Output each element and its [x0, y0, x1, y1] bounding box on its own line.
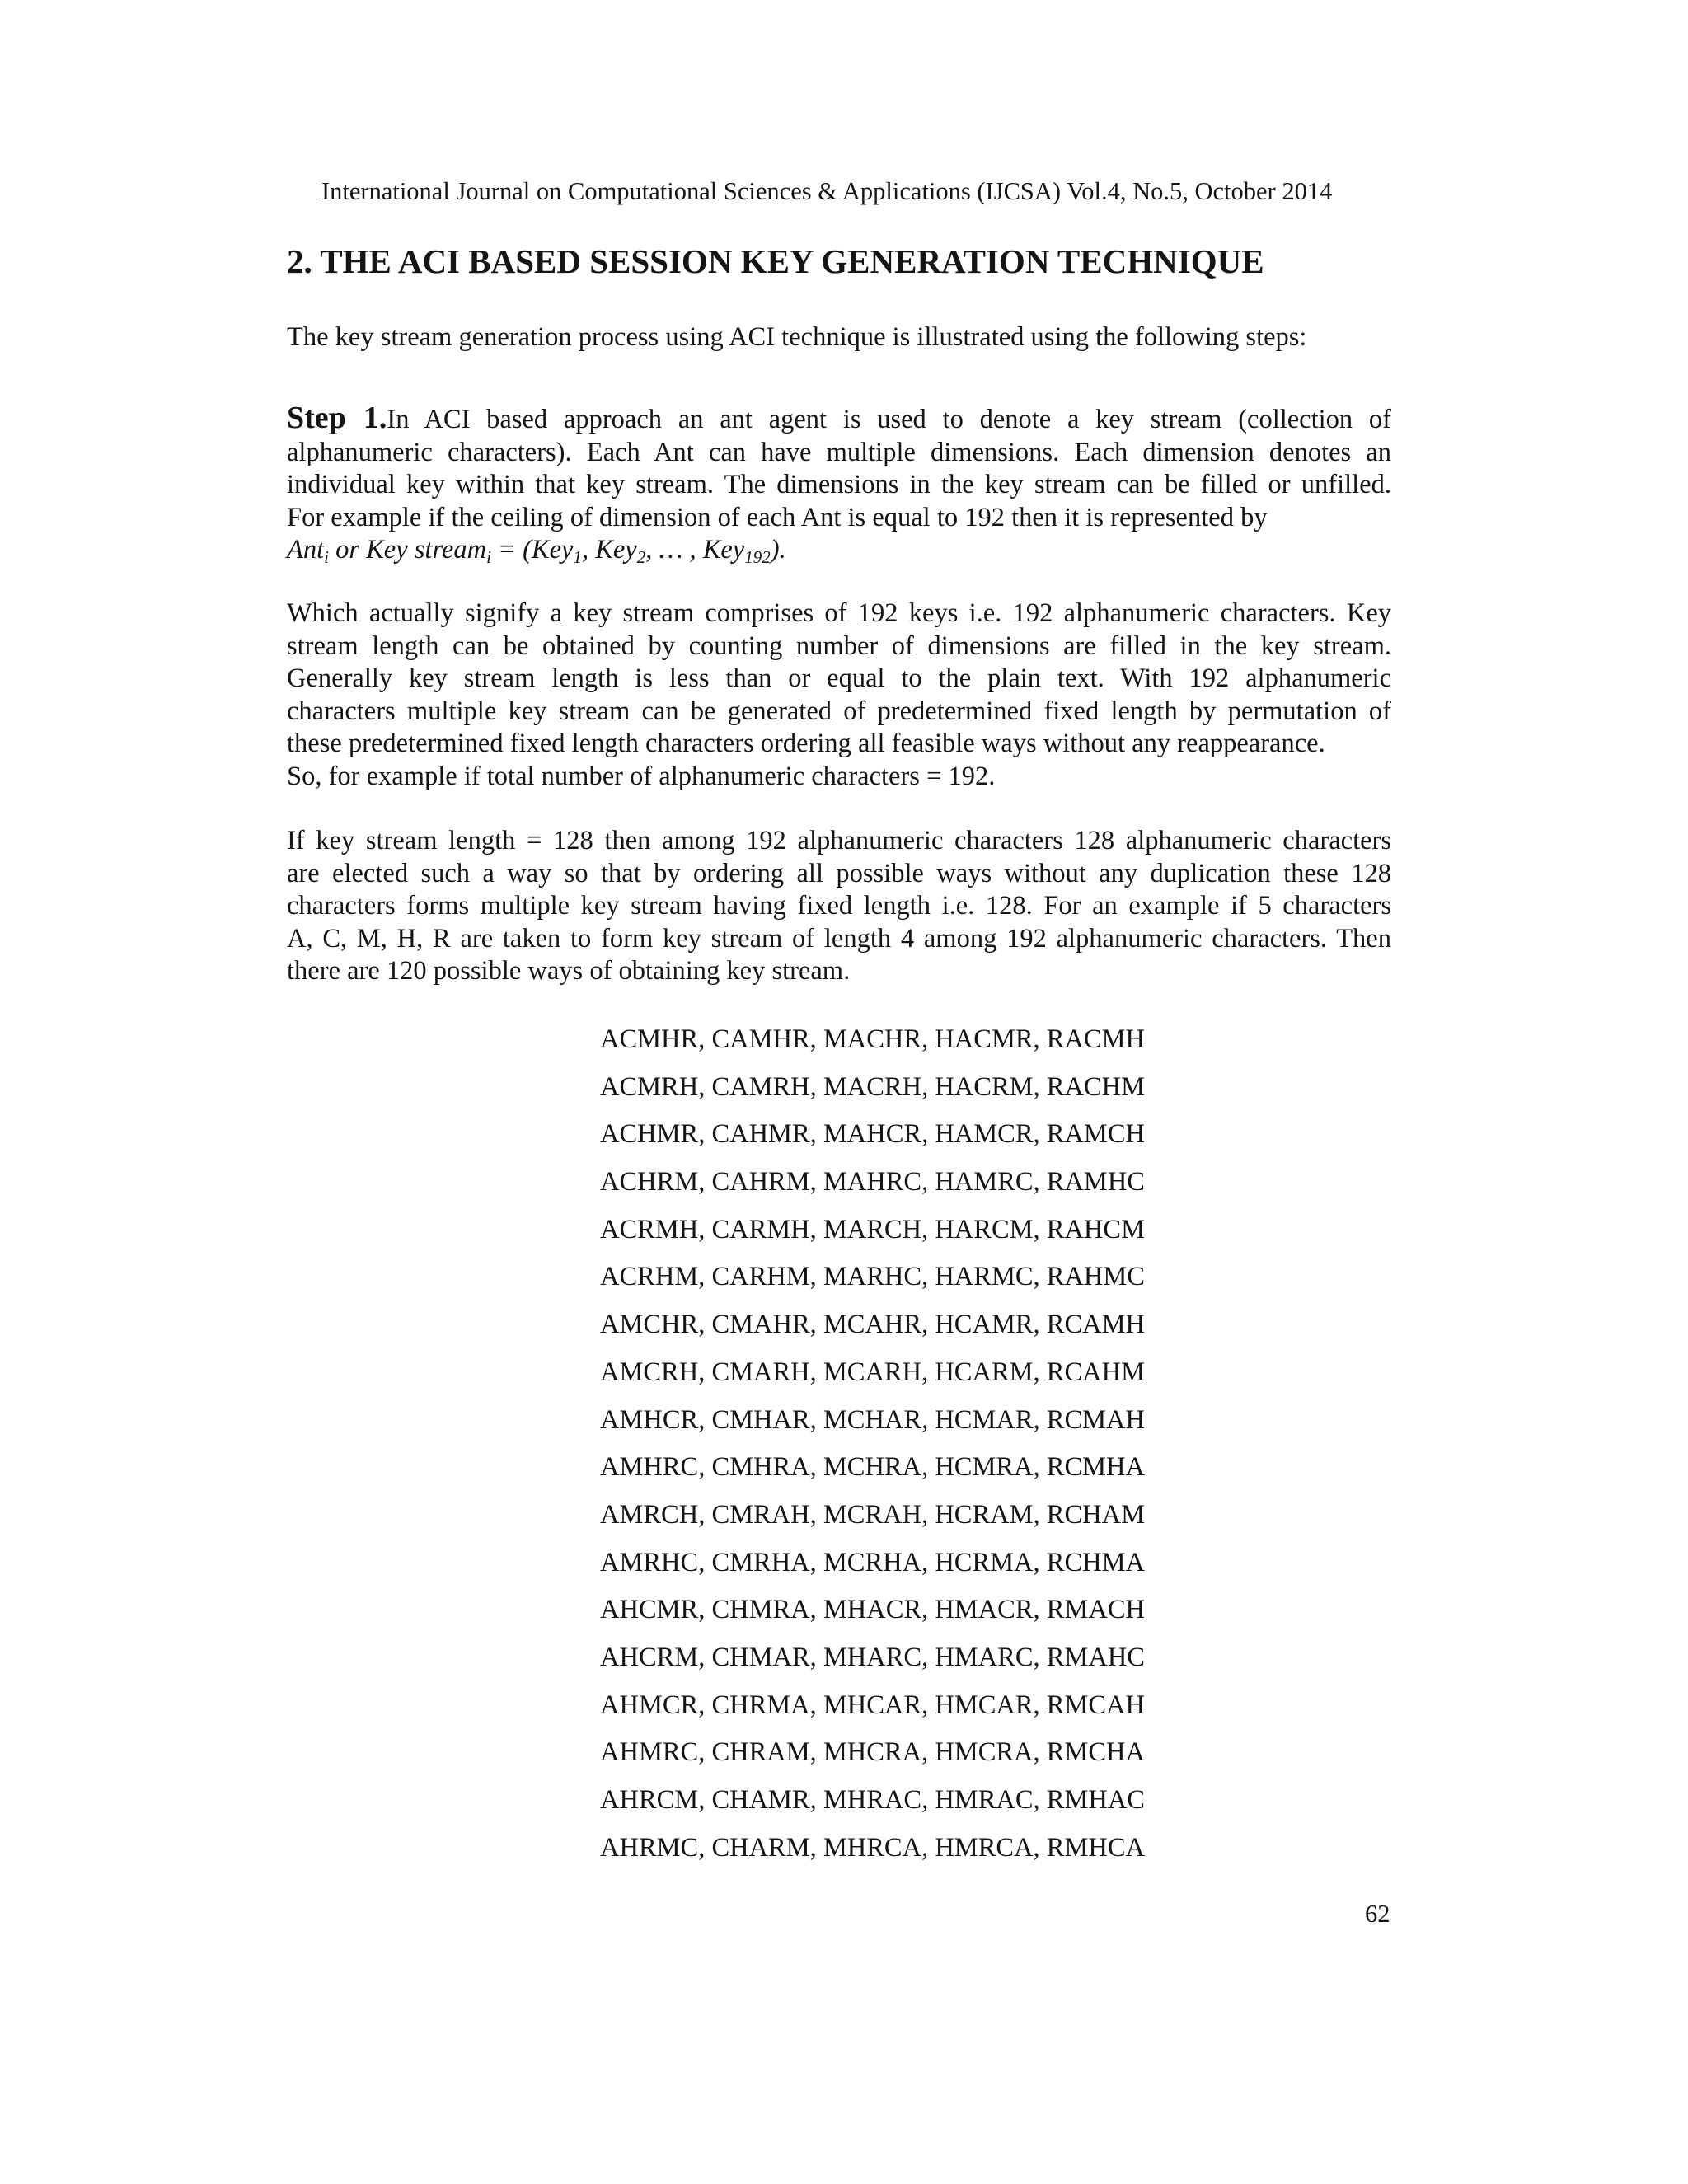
permutation-row: AHMCR, CHRMA, MHCAR, HMCAR, RMCAH [600, 1690, 1145, 1720]
paragraph-line: Which actually signify a key stream comprises of 192 keys i.e. 192 alphanumeric characters. Key [287, 598, 1391, 628]
permutation-row: AMRHC, CMRHA, MCRHA, HCRMA, RCHMA [600, 1547, 1145, 1577]
permutation-row: AHRCM, CHAMR, MHRAC, HMRAC, RMHAC [600, 1785, 1145, 1815]
paragraph-line: characters forms multiple key stream having fixed length i.e. 128. For an example if 5 characters [287, 891, 1391, 921]
step-1-line: alphanumeric characters). Each Ant can have multiple dimensions. Each dimension denotes an [287, 437, 1391, 467]
permutation-list [600, 1016, 1259, 1872]
permutation-row: AHMRC, CHRAM, MHCRA, HMCRA, RMCHA [600, 1737, 1145, 1768]
permutation-row: AMHRC, CMHRA, MCHRA, HCMRA, RCMHA [600, 1452, 1145, 1483]
permutation-row: AMRCH, CMRAH, MCRAH, HCRAM, RCHAM [600, 1499, 1145, 1530]
permutation-row: AHCMR, CHMRA, MHACR, HMACR, RMACH [600, 1595, 1145, 1625]
permutation-row: AHCRM, CHMAR, MHARC, HMARC, RMAHC [600, 1642, 1145, 1672]
page-number: 62 [1365, 1900, 1390, 1928]
permutation-row: ACMHR, CAMHR, MACHR, HACMR, RACMH [600, 1024, 1145, 1054]
paragraph-line: A, C, M, H, R are taken to form key stream of length 4 among 192 alphanumeric characters. Then [287, 923, 1391, 954]
permutation-row: ACHRM, CAHRM, MAHRC, HAMRC, RAMHC [600, 1167, 1145, 1197]
paragraph-line: these predetermined fixed length characters ordering all feasible ways without any reappearance. [287, 729, 1325, 758]
permutation-row: ACRHM, CARHM, MARHC, HARMC, RAHMC [600, 1262, 1145, 1292]
step-1-line: For example if the ceiling of dimension of each Ant is equal to 192 then it is represented by [287, 502, 1268, 532]
key-stream-length-paragraph [287, 598, 1391, 793]
step-1-paragraph [287, 402, 1391, 567]
step-1-line: individual key within that key stream. The dimensions in the key stream can be filled or unfilled. [287, 470, 1391, 499]
paragraph-line: characters multiple key stream can be generated of predetermined fixed length by permutation of [287, 696, 1391, 726]
running-header: International Journal on Computational Sciences & Applications (IJCSA) Vol.4, No.5, October 2014 [321, 177, 1333, 205]
intro-text: The key stream generation process using ACI technique is illustrated using the following steps: [287, 322, 1307, 352]
paragraph-line: So, for example if total number of alphanumeric characters = 192. [287, 761, 996, 791]
paragraph-line: Generally key stream length is less than or equal to the plain text. With 192 alphanumeric [287, 663, 1391, 693]
key-stream-formula: Ant$_i$ or Key stream$_i$ = (Key$_1$, Key$_2$, … , Key$_{192}$). [287, 535, 786, 567]
paragraph-line: stream length can be obtained by counting number of dimensions are filled in the key stream. [287, 630, 1391, 661]
permutation-row: AMCHR, CMAHR, MCAHR, HCAMR, RCAMH [600, 1310, 1145, 1340]
paragraph-line: there are 120 possible ways of obtaining key stream. [287, 956, 851, 986]
step-1-line-text: In ACI based approach an ant agent is used to denote a key stream (collection of [387, 405, 1391, 434]
permutation-row: AMHCR, CMHAR, MCHAR, HCMAR, RCMAH [600, 1404, 1145, 1435]
step-1-label: Step 1. [287, 401, 387, 435]
paragraph-line: are elected such a way so that by ordering all possible ways without any duplication these 128 [287, 858, 1391, 888]
permutation-row: ACMRH, CAMRH, MACRH, HACRM, RACHM [600, 1071, 1145, 1102]
step-1-line [287, 402, 1391, 437]
intro-paragraph [287, 321, 1391, 354]
permutation-row: ACHMR, CAHMR, MAHCR, HAMCR, RAMCH [600, 1119, 1145, 1150]
example-paragraph [287, 825, 1391, 988]
paragraph-line: If key stream length = 128 then among 192 alphanumeric characters 128 alphanumeric characters [287, 826, 1391, 855]
section-heading: 2. THE ACI BASED SESSION KEY GENERATION TECHNIQUE [287, 242, 1264, 280]
permutation-row: AMCRH, CMARH, MCARH, HCARM, RCAHM [600, 1357, 1145, 1387]
permutation-row: AHRMC, CHARM, MHRCA, HMRCA, RMHCA [600, 1832, 1145, 1863]
permutation-row: ACRMH, CARMH, MARCH, HARCM, RAHCM [600, 1214, 1145, 1244]
